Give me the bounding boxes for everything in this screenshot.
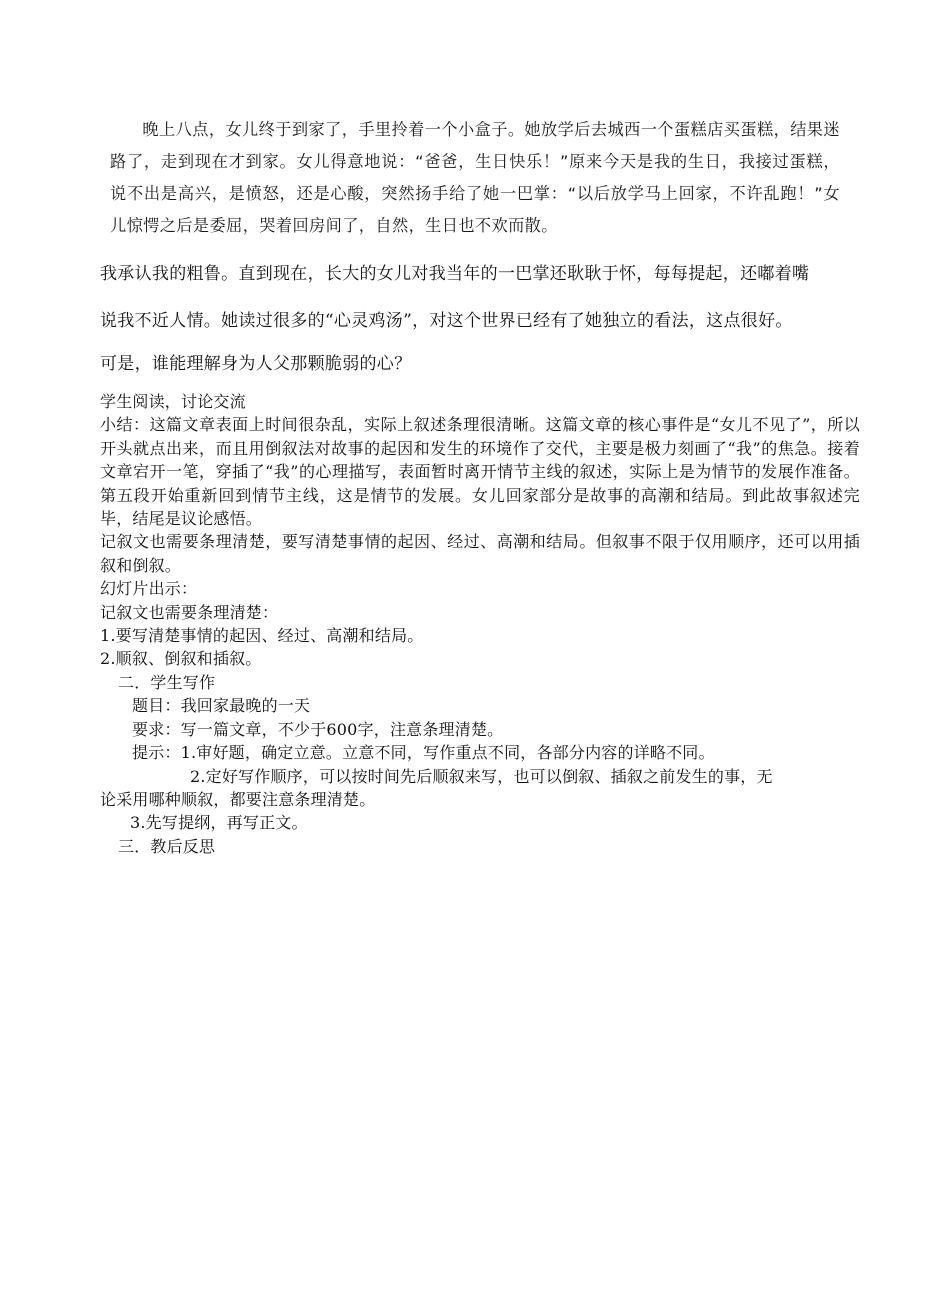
slide-label: 幻灯片出示： — [100, 579, 198, 599]
section-3-heading: 三．教后反思 — [118, 836, 216, 856]
narrative-note: 记叙文也需要条理清楚，要写清楚事情的起因、经过、高潮和结局。但叙事不限于仅用顺序，还可以用插叙和倒叙。 — [100, 532, 860, 575]
writing-requirement: 要求：写一篇文章，不少于600字，注意条理清楚。 — [132, 719, 504, 739]
excerpt-paragraph: 晚上八点，女儿终于到家了，手里拎着一个小盒子。她放学后去城西一个蛋糕店买蛋糕，结果迷路了，走到现在才到家。女儿得意地说：“爸爸，生日快乐！”原来今天是我的生日，我接过蛋糕，说不出是高兴，是愤怒，还是心酸，突然扬手给了她一巴掌：“以后放学马上回家，不许乱跑！”女儿惊愕之后是委屈，哭着回房间了，自然，生日也不欢而散。 — [110, 120, 840, 235]
writing-hint-2a: 2.定好写作顺序，可以按时间先后顺叙来写，也可以倒叙、插叙之前发生的事，无 — [190, 766, 773, 786]
activity-line: 学生阅读，讨论交流 — [100, 392, 246, 411]
writing-hint-1: 提示：1.审好题，确定立意。立意不同，写作重点不同，各部分内容的详略不同。 — [132, 743, 715, 763]
slide-heading: 记叙文也需要条理清楚： — [100, 602, 279, 622]
slide-point-1: 1.要写清楚事情的起因、经过、高潮和结局。 — [100, 626, 424, 646]
writing-hint-3: 3.先写提纲，再写正文。 — [130, 813, 308, 833]
section-2-heading: 二．学生写作 — [118, 672, 216, 692]
passage-line-1: 我承认我的粗鲁。直到现在，长大的女儿对我当年的一巴掌还耿耿于怀，每每提起，还嘟着嘴 — [100, 264, 810, 284]
passage-line-2: 说我不近人情。她读过很多的“心灵鸡汤”，对这个世界已经有了她独立的看法，这点很好。 — [100, 311, 793, 331]
lesson-body — [100, 390, 860, 858]
summary-paragraph: 小结：这篇文章表面上时间很杂乱，实际上叙述条理很清晰。这篇文章的核心事件是“女儿不见了”，所以开头就点出来，而且用倒叙法对故事的起因和发生的环境作了交代，主要是极力刻画了“我”的焦急。接着文章宕开一笔，穿插了“我”的心理描写，表面暂时离开情节主线的叙述，实际上是为情节的发展作准备。第五段开始重新回到情节主线，这是情节的发展。女儿回家部分是故事的高潮和结局。到此故事叙述完毕，结尾是议论感悟。 — [100, 415, 860, 529]
passage-line-3: 可是，谁能理解身为人父那颗脆弱的心？ — [100, 354, 412, 374]
slide-point-2: 2.顺叙、倒叙和插叙。 — [100, 649, 262, 669]
writing-hint-2b: 论采用哪种顺叙，都要注意条理清楚。 — [100, 789, 376, 809]
writing-topic: 题目：我回家最晚的一天 — [132, 696, 311, 716]
story-excerpt-image — [110, 114, 840, 242]
